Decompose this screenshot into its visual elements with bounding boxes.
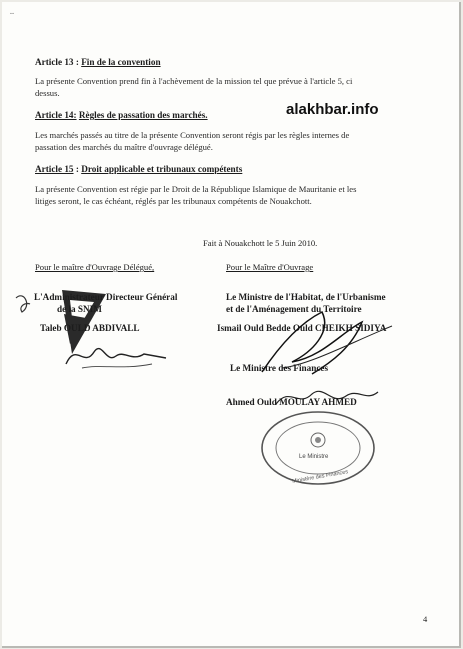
article-13-number: Article 13 xyxy=(35,57,74,67)
article-14-number: Article 14: xyxy=(35,110,77,120)
article-13-heading xyxy=(35,57,161,68)
right-title-line-1: Le Ministre de l'Habitat, de l'Urbanisme xyxy=(226,292,386,302)
right-signatory-name: Ismail Ould Bedde Ould CHEIKH SIDIYA xyxy=(217,323,387,333)
article-14-title: Règles de passation des marchés. xyxy=(78,110,208,120)
article-15-number: Article 15 xyxy=(35,164,74,174)
article-14-heading xyxy=(35,110,208,121)
article-13-line-2: dessus. xyxy=(35,88,60,98)
finance-minister-title: Le Ministre des Finances xyxy=(230,363,329,373)
seal-center-text: Le Ministre xyxy=(299,454,329,460)
right-title-line-2: et de l'Aménagement du Territoire xyxy=(226,304,362,314)
left-party-heading: Pour le maître d'Ouvrage Délégué, xyxy=(35,262,155,272)
seal-ring-text: Ministère des Finances xyxy=(291,469,349,485)
page-number: 4 xyxy=(423,614,428,624)
article-15-heading xyxy=(35,164,242,175)
left-signature xyxy=(62,334,172,374)
article-14-line-1: Les marchés passés au titre de la présente Convention seront régis par les règles internes de xyxy=(35,130,350,140)
article-15-sep: : xyxy=(73,164,82,174)
article-13-title: Fin de la convention xyxy=(81,57,161,67)
left-signatory-name: Taleb OULD ABDIVALL xyxy=(40,323,140,333)
date-line: Fait à Nouakchott le 5 Juin 2010. xyxy=(203,238,318,248)
article-15-line-2: litiges seront, le cas échéant, réglés par les tribunaux compétents de Nouakchott. xyxy=(35,196,312,206)
article-13-line-1: La présente Convention prend fin à l'achèvement de la mission tel que prévue à l'article 5, ci xyxy=(35,76,353,86)
watermark-alakhbar: alakhbar.info xyxy=(286,101,379,118)
left-title-line-2: de la SNIM xyxy=(57,304,102,314)
document-page xyxy=(2,2,461,648)
article-14-line-2: passation des marchés du maître d'ouvrage délégué. xyxy=(35,142,213,152)
right-party-heading: Pour le Maître d'Ouvrage xyxy=(226,262,314,272)
article-15-line-1: La présente Convention est régie par le Droit de la République Islamique de Mauritanie et les xyxy=(35,184,357,194)
corner-mark: ¨ xyxy=(10,9,14,23)
article-15-title: Droit applicable et tribunaux compétents xyxy=(81,164,243,174)
left-title-line-1: L'Administrateur Directeur Général xyxy=(34,292,178,302)
finance-minister-name: Ahmed Ould MOULAY AHMED xyxy=(226,397,357,407)
article-13-sep: : xyxy=(73,57,82,67)
